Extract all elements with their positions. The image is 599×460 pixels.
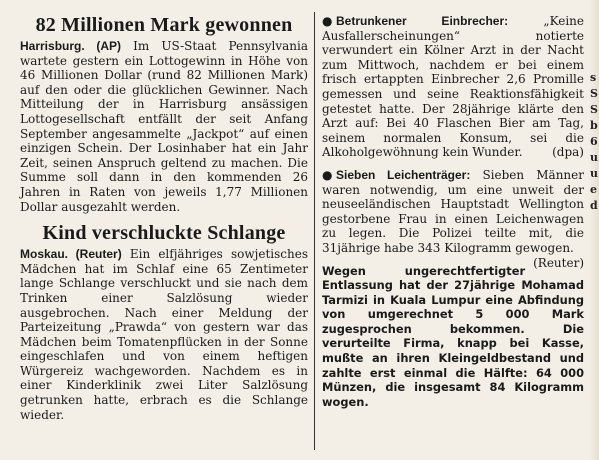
next-column-edge (589, 0, 599, 460)
headline-lottery: 82 Millionen Mark gewonnen (35, 14, 293, 36)
dateline-snake: Moskau. (Reuter) (20, 247, 122, 262)
lead-pallbearers: Sieben Leichenträger: (336, 167, 471, 182)
source-burglar: (dpa) (552, 145, 584, 160)
item-burglar (322, 14, 584, 160)
source-pallbearers: (Reuter) (533, 255, 584, 270)
item-burglar-text (322, 14, 584, 160)
bullet-icon: ● (322, 14, 333, 28)
body-pallbearers: Sieben Männer waren notwendig, um eine unweit der neuseeländischen Hauptstadt Wellington gestorbene Frau in einen Leichenwagen zu legen. Die Polizei teilte mit, die 31jährige habe 343 Kilogramm gewogen. (322, 167, 584, 255)
lead-burglar: Betrunkener Einbrecher: (336, 14, 509, 28)
article-lottery (20, 14, 308, 214)
article-lottery-text (20, 39, 308, 214)
body-burglar: „Keine Ausfallerscheinungen“ notierte verwundert ein Kölner Arzt in der Nacht zum Mittwoch, nachdem er bei einem frisch ertappten Einbrecher 2,6 Promille gemessen und seine Reaktionsfähigkeit getestet hatte. Der 28jährige klärte den Arzt auf: Bei 40 Flaschen Bier am Tag, seinem normalen Konsum, sei die Alkoholgewöhnung kein Wunder. (322, 14, 584, 160)
article-snake-text (20, 247, 308, 422)
right-column (322, 14, 584, 417)
item-pallbearers (322, 167, 584, 270)
body-lottery: Im US-Staat Pennsylvania wartete gestern ein Lottogewinn in Höhe von 46 Millionen Dollar (rund 82 Millionen Mark) auf den oder die glücklichen Gewinner. Nach Mitteilung der in Harrisburg ansässigen Lottogesellschaft entfällt der seit Anfang September angesammelte „Jackpot“ auf einen einzigen Schein. Der Losinhaber hat ein Jahr Zeit, seinen Anspruch geltend zu machen. Die Summe soll dann in den kommenden 26 Jahren in Raten von jeweils 1,77 Millionen Dollar ausgezahlt werden. (20, 39, 308, 214)
edge-letters: s S S b 6 u u e d (590, 71, 598, 212)
column-divider (314, 12, 315, 450)
article-snake (20, 222, 308, 422)
item-pallbearers-text (322, 167, 584, 270)
body-coins: Wegen ungerechtfertigter Entlassung hat der 27jährige Mohamad Tarmizi in Kuala Lumpur eine Abfindung von umgerechnet 5 000 Mark zugesprochen bekommen. Die verurteilte Firma, knapp bei Kasse, mußte an ihren Kleingeldbestand und zahlte erst einmal die Hälfte: 64 000 Münzen, die insgesamt 84 Kilogramm wogen. (322, 263, 584, 409)
bullet-icon: ● (322, 167, 333, 182)
left-column (20, 14, 308, 430)
headline-snake: Kind verschluckte Schlange (42, 222, 286, 245)
item-coins (322, 264, 584, 410)
body-snake: Ein elfjähriges sowjetisches Mädchen hat im Schlaf eine 65 Zentimeter lange Schlange verschluckt und sie nach dem Trinken einer Salzlösung wieder ausgebrochen. Nach einer Meldung der Parteizeitung „Prawda“ von gestern war das Mädchen beim Tomatenpflücken in der Sonne eingeschlafen und von einem heftigen Würgereiz wachgeworden. Nachdem es in einer Kinderklinik zwei Liter Salzlösung getrunken hatte, erbrach es die Schlange wieder. (20, 247, 308, 422)
dateline-lottery: Harrisburg. (AP) (20, 39, 121, 53)
